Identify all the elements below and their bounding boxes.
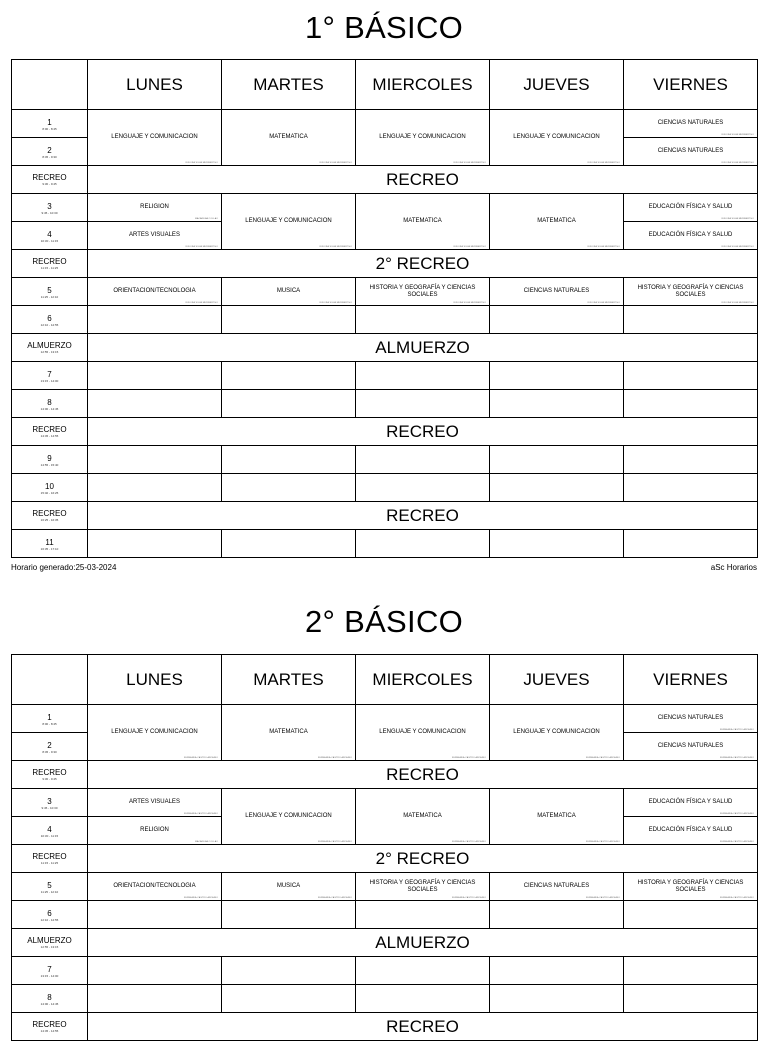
period-label-cell bbox=[12, 138, 88, 166]
break-row bbox=[12, 1013, 758, 1041]
period-label-cell bbox=[12, 761, 88, 789]
empty-cell bbox=[356, 474, 490, 502]
day-header: VIERNES bbox=[624, 60, 758, 110]
period-time: 11:15 - 11:25 bbox=[40, 861, 59, 865]
break-banner bbox=[88, 334, 758, 362]
teacher-name: FERNANDA CASTRO ARCAINO bbox=[720, 897, 754, 899]
lesson-cell[interactable] bbox=[490, 705, 624, 761]
break-name: RECREO bbox=[32, 509, 67, 518]
teacher-name: FERNANDA CASTRO ARCAINO bbox=[720, 841, 754, 843]
break-text: RECREO bbox=[386, 1016, 459, 1036]
lesson-cell[interactable] bbox=[88, 194, 222, 222]
lesson-cell[interactable] bbox=[490, 789, 624, 845]
subject-name: LENGUAJE Y COMUNICACION bbox=[379, 729, 466, 735]
empty-cell bbox=[490, 390, 624, 418]
period-row bbox=[12, 110, 758, 138]
empty-cell bbox=[356, 985, 490, 1013]
empty-cell bbox=[356, 362, 490, 390]
lesson-cell[interactable] bbox=[88, 789, 222, 817]
period-row bbox=[12, 901, 758, 929]
subject-name: LENGUAJE Y COMUNICACION bbox=[513, 729, 600, 735]
lesson-cell[interactable] bbox=[222, 110, 356, 166]
period-label-cell bbox=[12, 474, 88, 502]
subject-name: EDUCACIÓN FÍSICA Y SALUD bbox=[648, 204, 733, 210]
period-time: 10:30 - 11:15 bbox=[40, 834, 59, 838]
teacher-name: FERNANDA CASTRO ARCAINO bbox=[318, 897, 352, 899]
empty-cell bbox=[356, 390, 490, 418]
subject-name: ARTES VISUALES bbox=[129, 232, 180, 238]
subject-name: CIENCIAS NATURALES bbox=[657, 148, 724, 154]
teacher-name: FERNANDA CASTRO ARCAINO bbox=[452, 757, 486, 759]
period-number: 10 bbox=[45, 482, 54, 491]
period-label-cell bbox=[12, 110, 88, 138]
empty-cell bbox=[88, 901, 222, 929]
break-row bbox=[12, 166, 758, 194]
period-row bbox=[12, 985, 758, 1013]
lesson-cell[interactable] bbox=[490, 278, 624, 306]
day-header: MIERCOLES bbox=[356, 60, 490, 110]
empty-cell bbox=[624, 362, 758, 390]
period-number: 6 bbox=[47, 314, 52, 323]
break-text: 2° RECREO bbox=[375, 848, 470, 868]
period-time: 10:30 - 11:15 bbox=[40, 239, 59, 243]
subject-name: LENGUAJE Y COMUNICACION bbox=[513, 134, 600, 140]
lesson-cell[interactable] bbox=[624, 789, 758, 817]
lesson-cell[interactable] bbox=[624, 110, 758, 138]
break-banner bbox=[88, 1013, 758, 1041]
break-name: RECREO bbox=[32, 257, 67, 266]
day-header: MARTES bbox=[222, 60, 356, 110]
teacher-name: ISIDORA SILVA MERIBERTHO bbox=[587, 246, 620, 248]
period-label-cell bbox=[12, 362, 88, 390]
teacher-name: ISIDORA SILVA MERIBERTHO bbox=[721, 218, 754, 220]
lesson-cell[interactable] bbox=[624, 705, 758, 733]
empty-cell bbox=[490, 306, 624, 334]
subject-name: EDUCACIÓN FÍSICA Y SALUD bbox=[648, 232, 733, 238]
teacher-name: FERNANDA CASTRO ARCAINO bbox=[318, 757, 352, 759]
period-number: 11 bbox=[45, 538, 54, 547]
empty-cell bbox=[624, 530, 758, 558]
break-name: RECREO bbox=[32, 1020, 67, 1029]
teacher-name: FERNANDA CASTRO ARCAINO bbox=[184, 757, 218, 759]
lesson-cell[interactable] bbox=[490, 194, 624, 250]
lesson-cell[interactable] bbox=[88, 278, 222, 306]
teacher-name: MACARENA COLLAO bbox=[195, 841, 218, 843]
break-text: RECREO bbox=[386, 421, 459, 441]
period-label-cell bbox=[12, 390, 88, 418]
period-time: 12:10 - 12:55 bbox=[40, 918, 59, 922]
teacher-name: ISIDORA SILVA MERIBERTHO bbox=[185, 162, 218, 164]
day-header: VIERNES bbox=[624, 655, 758, 705]
break-banner bbox=[88, 418, 758, 446]
day-header: JUEVES bbox=[490, 655, 624, 705]
subject-name: EDUCACIÓN FÍSICA Y SALUD bbox=[648, 799, 733, 805]
period-label-cell bbox=[12, 929, 88, 957]
subject-name: CIENCIAS NATURALES bbox=[657, 743, 724, 749]
period-number: 6 bbox=[47, 909, 52, 918]
day-header: LUNES bbox=[88, 655, 222, 705]
period-number: 1 bbox=[47, 118, 52, 127]
teacher-name: ISIDORA SILVA MERIBERTHO bbox=[319, 302, 352, 304]
period-time: 11:25 - 12:10 bbox=[40, 890, 59, 894]
subject-name: MUSICA bbox=[276, 883, 301, 889]
period-row bbox=[12, 530, 758, 558]
period-number: 9 bbox=[47, 454, 52, 463]
empty-cell bbox=[88, 362, 222, 390]
period-label-cell bbox=[12, 166, 88, 194]
empty-cell bbox=[88, 985, 222, 1013]
subject-name: RELIGION bbox=[140, 204, 169, 210]
subject-name: LENGUAJE Y COMUNICACION bbox=[111, 729, 198, 735]
period-number: 3 bbox=[47, 202, 52, 211]
subject-name: EDUCACIÓN FÍSICA Y SALUD bbox=[648, 827, 733, 833]
period-time: 14:00 - 14:45 bbox=[40, 1002, 59, 1006]
teacher-name: FERNANDA CASTRO ARCAINO bbox=[318, 841, 352, 843]
period-row bbox=[12, 474, 758, 502]
period-label-cell bbox=[12, 1013, 88, 1041]
empty-cell bbox=[356, 901, 490, 929]
empty-cell bbox=[490, 474, 624, 502]
empty-cell bbox=[88, 390, 222, 418]
period-number: 4 bbox=[47, 230, 52, 239]
break-name: RECREO bbox=[32, 768, 67, 777]
lesson-cell[interactable] bbox=[222, 194, 356, 250]
period-label-cell bbox=[12, 957, 88, 985]
break-text: RECREO bbox=[386, 764, 459, 784]
subject-name: MUSICA bbox=[276, 288, 301, 294]
lesson-cell[interactable] bbox=[624, 873, 758, 901]
lesson-cell[interactable] bbox=[624, 222, 758, 250]
period-time: 9:45 - 10:30 bbox=[41, 211, 58, 215]
empty-cell bbox=[88, 530, 222, 558]
teacher-name: ISIDORA SILVA MERIBERTHO bbox=[721, 162, 754, 164]
period-time: 14:55 - 15:40 bbox=[40, 463, 59, 467]
period-label-cell bbox=[12, 873, 88, 901]
period-number: 3 bbox=[47, 797, 52, 806]
period-time: 9:45 - 10:30 bbox=[41, 806, 58, 810]
empty-cell bbox=[624, 985, 758, 1013]
subject-name: HISTORIA Y GEOGRAFÍA Y CIENCIAS SOCIALES bbox=[369, 284, 476, 298]
break-row bbox=[12, 418, 758, 446]
empty-cell bbox=[490, 985, 624, 1013]
break-row bbox=[12, 250, 758, 278]
empty-cell bbox=[222, 474, 356, 502]
period-row bbox=[12, 362, 758, 390]
subject-name: LENGUAJE Y COMUNICACION bbox=[245, 218, 332, 224]
period-label-cell bbox=[12, 733, 88, 761]
empty-cell bbox=[624, 957, 758, 985]
break-text: RECREO bbox=[386, 169, 459, 189]
lesson-cell[interactable] bbox=[624, 278, 758, 306]
teacher-name: MACARENA COLLAO bbox=[195, 218, 218, 220]
lesson-cell[interactable] bbox=[222, 705, 356, 761]
break-row bbox=[12, 845, 758, 873]
period-label-cell bbox=[12, 278, 88, 306]
empty-cell bbox=[88, 474, 222, 502]
period-number: 1 bbox=[47, 713, 52, 722]
teacher-name: FERNANDA CASTRO ARCAINO bbox=[184, 813, 218, 815]
period-row bbox=[12, 446, 758, 474]
subject-name: MATEMATICA bbox=[403, 218, 442, 224]
lesson-cell[interactable] bbox=[222, 278, 356, 306]
empty-cell bbox=[356, 306, 490, 334]
lesson-cell[interactable] bbox=[356, 789, 490, 845]
subject-name: CIENCIAS NATURALES bbox=[657, 120, 724, 126]
period-row bbox=[12, 789, 758, 817]
lesson-cell[interactable] bbox=[88, 110, 222, 166]
period-row bbox=[12, 278, 758, 306]
subject-name: CIENCIAS NATURALES bbox=[523, 288, 590, 294]
break-row bbox=[12, 334, 758, 362]
break-text: 2° RECREO bbox=[375, 253, 470, 273]
period-number: 2 bbox=[47, 741, 52, 750]
period-number: 4 bbox=[47, 825, 52, 834]
empty-cell bbox=[490, 901, 624, 929]
subject-name: CIENCIAS NATURALES bbox=[523, 883, 590, 889]
lesson-cell[interactable] bbox=[88, 705, 222, 761]
period-time: 8:45 - 9:30 bbox=[42, 155, 57, 159]
period-label-cell bbox=[12, 250, 88, 278]
period-row bbox=[12, 390, 758, 418]
subject-name: HISTORIA Y GEOGRAFÍA Y CIENCIAS SOCIALES bbox=[369, 879, 476, 893]
subject-name: CIENCIAS NATURALES bbox=[657, 715, 724, 721]
period-label-cell bbox=[12, 418, 88, 446]
empty-cell bbox=[490, 446, 624, 474]
header-row bbox=[12, 60, 758, 110]
brand-credit: aSc Horarios bbox=[710, 563, 757, 572]
subject-name: MATEMATICA bbox=[537, 218, 576, 224]
subject-name: MATEMATICA bbox=[403, 813, 442, 819]
lesson-cell[interactable] bbox=[88, 817, 222, 845]
period-time: 14:00 - 14:45 bbox=[40, 407, 59, 411]
period-number: 5 bbox=[47, 286, 52, 295]
period-label-cell bbox=[12, 789, 88, 817]
lesson-cell[interactable] bbox=[490, 873, 624, 901]
subject-name: ARTES VISUALES bbox=[129, 799, 180, 805]
period-label-cell bbox=[12, 901, 88, 929]
header-row bbox=[12, 655, 758, 705]
subject-name: LENGUAJE Y COMUNICACION bbox=[245, 813, 332, 819]
lesson-cell[interactable] bbox=[356, 705, 490, 761]
break-name: ALMUERZO bbox=[27, 936, 72, 945]
period-number: 8 bbox=[47, 398, 52, 407]
period-row bbox=[12, 705, 758, 733]
subject-name: RELIGION bbox=[140, 827, 169, 833]
teacher-name: ISIDORA SILVA MERIBERTHO bbox=[721, 134, 754, 136]
teacher-name: ISIDORA SILVA MERIBERTHO bbox=[587, 162, 620, 164]
subject-name: MATEMATICA bbox=[537, 813, 576, 819]
period-time: 15:40 - 16:25 bbox=[40, 491, 59, 495]
period-time: 8:45 - 9:30 bbox=[42, 750, 57, 754]
period-label-cell bbox=[12, 306, 88, 334]
break-banner bbox=[88, 761, 758, 789]
period-time: 9:30 - 9:45 bbox=[42, 777, 57, 781]
corner-cell bbox=[12, 60, 88, 110]
break-banner bbox=[88, 929, 758, 957]
empty-cell bbox=[356, 530, 490, 558]
period-time: 12:10 - 12:55 bbox=[40, 323, 59, 327]
subject-name: LENGUAJE Y COMUNICACION bbox=[379, 134, 466, 140]
subject-name: ORIENTACION/TECNOLOGIA bbox=[113, 883, 196, 889]
empty-cell bbox=[222, 362, 356, 390]
period-number: 5 bbox=[47, 881, 52, 890]
lesson-cell[interactable] bbox=[624, 733, 758, 761]
timetable bbox=[11, 654, 758, 1041]
period-time: 13:15 - 14:00 bbox=[40, 379, 59, 383]
timetable bbox=[11, 59, 758, 558]
lesson-cell[interactable] bbox=[624, 817, 758, 845]
period-label-cell bbox=[12, 705, 88, 733]
day-header: MARTES bbox=[222, 655, 356, 705]
empty-cell bbox=[222, 957, 356, 985]
break-banner bbox=[88, 845, 758, 873]
empty-cell bbox=[356, 446, 490, 474]
lesson-cell[interactable] bbox=[624, 194, 758, 222]
subject-name: HISTORIA Y GEOGRAFÍA Y CIENCIAS SOCIALES bbox=[637, 879, 744, 893]
break-row bbox=[12, 502, 758, 530]
period-label-cell bbox=[12, 530, 88, 558]
period-time: 12:55 - 13:15 bbox=[40, 350, 59, 354]
teacher-name: FERNANDA CASTRO ARCAINO bbox=[586, 841, 620, 843]
empty-cell bbox=[222, 390, 356, 418]
break-name: RECREO bbox=[32, 425, 67, 434]
break-banner bbox=[88, 250, 758, 278]
teacher-name: ISIDORA SILVA MERIBERTHO bbox=[319, 246, 352, 248]
break-row bbox=[12, 761, 758, 789]
teacher-name: ISIDORA SILVA MERIBERTHO bbox=[721, 246, 754, 248]
period-label-cell bbox=[12, 845, 88, 873]
period-time: 8:00 - 8:45 bbox=[42, 722, 57, 726]
lesson-cell[interactable] bbox=[356, 278, 490, 306]
break-row bbox=[12, 929, 758, 957]
empty-cell bbox=[624, 306, 758, 334]
period-label-cell bbox=[12, 222, 88, 250]
period-time: 11:15 - 11:25 bbox=[40, 266, 59, 270]
lesson-cell[interactable] bbox=[356, 110, 490, 166]
empty-cell bbox=[222, 985, 356, 1013]
schedule-title: 2° BÁSICO bbox=[304, 604, 464, 639]
day-header: JUEVES bbox=[490, 60, 624, 110]
subject-name: LENGUAJE Y COMUNICACION bbox=[111, 134, 198, 140]
empty-cell bbox=[624, 474, 758, 502]
teacher-name: ISIDORA SILVA MERIBERTHO bbox=[453, 246, 486, 248]
empty-cell bbox=[88, 306, 222, 334]
empty-cell bbox=[490, 530, 624, 558]
subject-name: ORIENTACION/TECNOLOGIA bbox=[113, 288, 196, 294]
period-label-cell bbox=[12, 446, 88, 474]
schedule-title: 1° BÁSICO bbox=[304, 10, 464, 45]
period-time: 14:45 - 14:55 bbox=[40, 434, 59, 438]
lesson-cell[interactable] bbox=[356, 873, 490, 901]
period-label-cell bbox=[12, 502, 88, 530]
teacher-name: ISIDORA SILVA MERIBERTHO bbox=[185, 246, 218, 248]
period-row bbox=[12, 194, 758, 222]
teacher-name: FERNANDA CASTRO ARCAINO bbox=[586, 897, 620, 899]
teacher-name: ISIDORA SILVA MERIBERTHO bbox=[587, 302, 620, 304]
teacher-name: FERNANDA CASTRO ARCAINO bbox=[720, 813, 754, 815]
teacher-name: ISIDORA SILVA MERIBERTHO bbox=[185, 302, 218, 304]
empty-cell bbox=[88, 446, 222, 474]
period-time: 13:15 - 14:00 bbox=[40, 974, 59, 978]
empty-cell bbox=[490, 362, 624, 390]
empty-cell bbox=[490, 957, 624, 985]
teacher-name: FERNANDA CASTRO ARCAINO bbox=[452, 841, 486, 843]
teacher-name: ISIDORA SILVA MERIBERTHO bbox=[453, 302, 486, 304]
period-time: 16:25 - 16:35 bbox=[40, 518, 59, 522]
empty-cell bbox=[88, 957, 222, 985]
period-time: 12:55 - 13:15 bbox=[40, 945, 59, 949]
day-header: MIERCOLES bbox=[356, 655, 490, 705]
lesson-cell[interactable] bbox=[222, 789, 356, 845]
lesson-cell[interactable] bbox=[356, 194, 490, 250]
empty-cell bbox=[356, 957, 490, 985]
teacher-name: FERNANDA CASTRO ARCAINO bbox=[720, 729, 754, 731]
teacher-name: FERNANDA CASTRO ARCAINO bbox=[720, 757, 754, 759]
subject-name: HISTORIA Y GEOGRAFÍA Y CIENCIAS SOCIALES bbox=[637, 284, 744, 298]
empty-cell bbox=[222, 530, 356, 558]
break-banner bbox=[88, 166, 758, 194]
teacher-name: FERNANDA CASTRO ARCAINO bbox=[586, 757, 620, 759]
break-name: RECREO bbox=[32, 852, 67, 861]
empty-cell bbox=[624, 446, 758, 474]
break-banner bbox=[88, 502, 758, 530]
teacher-name: ISIDORA SILVA MERIBERTHO bbox=[319, 162, 352, 164]
period-time: 16:35 - 17:10 bbox=[40, 547, 59, 551]
period-number: 8 bbox=[47, 993, 52, 1002]
break-text: RECREO bbox=[386, 505, 459, 525]
corner-cell bbox=[12, 655, 88, 705]
subject-name: MATEMATICA bbox=[269, 729, 308, 735]
day-header: LUNES bbox=[88, 60, 222, 110]
teacher-name: FERNANDA CASTRO ARCAINO bbox=[452, 897, 486, 899]
lesson-cell[interactable] bbox=[624, 138, 758, 166]
break-text: ALMUERZO bbox=[375, 932, 470, 952]
lesson-cell[interactable] bbox=[490, 110, 624, 166]
period-time: 11:25 - 12:10 bbox=[40, 295, 59, 299]
empty-cell bbox=[624, 901, 758, 929]
period-time: 9:30 - 9:45 bbox=[42, 182, 57, 186]
period-number: 7 bbox=[47, 370, 52, 379]
break-text: ALMUERZO bbox=[375, 337, 470, 357]
period-number: 2 bbox=[47, 146, 52, 155]
period-label-cell bbox=[12, 334, 88, 362]
generated-date: Horario generado:25-03-2024 bbox=[11, 563, 117, 572]
empty-cell bbox=[222, 306, 356, 334]
empty-cell bbox=[222, 446, 356, 474]
period-time: 14:45 - 14:55 bbox=[40, 1029, 59, 1033]
period-row bbox=[12, 957, 758, 985]
break-name: RECREO bbox=[32, 173, 67, 182]
period-label-cell bbox=[12, 985, 88, 1013]
teacher-name: ISIDORA SILVA MERIBERTHO bbox=[453, 162, 486, 164]
period-label-cell bbox=[12, 194, 88, 222]
period-label-cell bbox=[12, 817, 88, 845]
period-row bbox=[12, 873, 758, 901]
lesson-cell[interactable] bbox=[222, 873, 356, 901]
teacher-name: FERNANDA CASTRO ARCAINO bbox=[184, 897, 218, 899]
period-row bbox=[12, 306, 758, 334]
period-time: 8:00 - 8:45 bbox=[42, 127, 57, 131]
period-number: 7 bbox=[47, 965, 52, 974]
teacher-name: ISIDORA SILVA MERIBERTHO bbox=[721, 302, 754, 304]
empty-cell bbox=[624, 390, 758, 418]
empty-cell bbox=[222, 901, 356, 929]
subject-name: MATEMATICA bbox=[269, 134, 308, 140]
lesson-cell[interactable] bbox=[88, 222, 222, 250]
lesson-cell[interactable] bbox=[88, 873, 222, 901]
break-name: ALMUERZO bbox=[27, 341, 72, 350]
